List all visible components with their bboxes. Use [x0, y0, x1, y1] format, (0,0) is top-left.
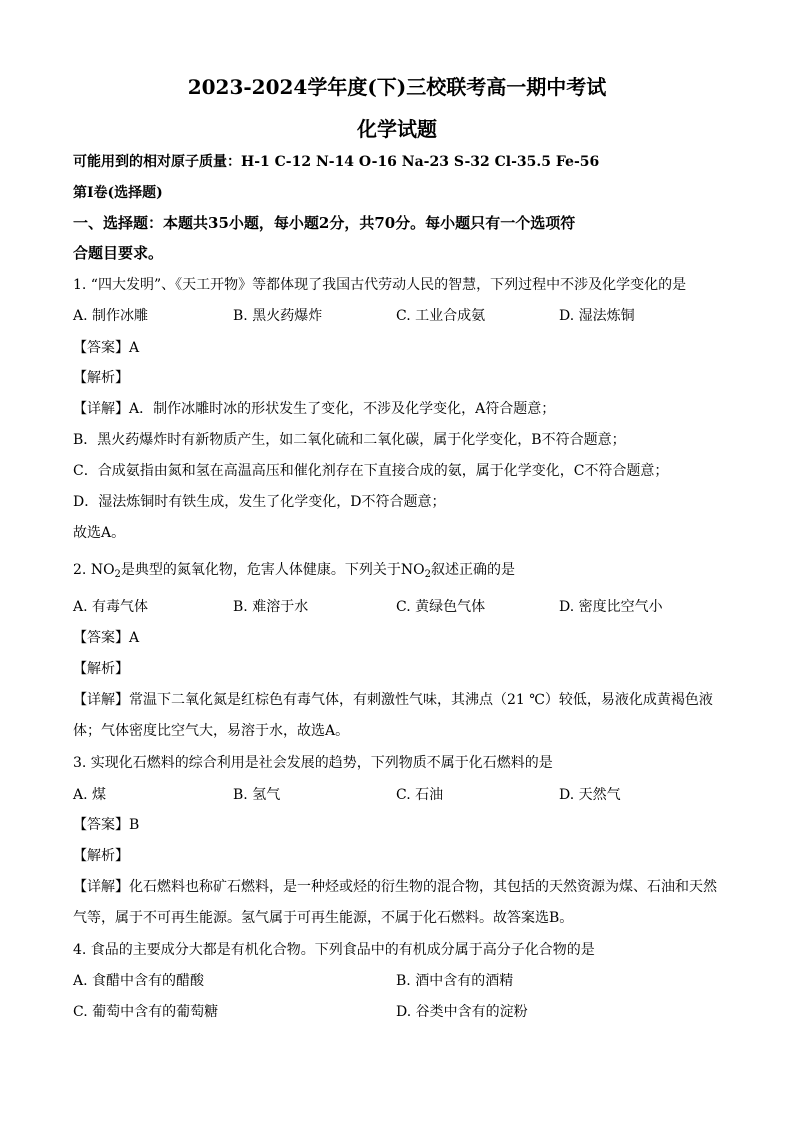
- q3-option-c: C. 石油: [396, 787, 444, 803]
- no2-formula: [91, 562, 121, 578]
- section-instructions: 一、选择题：本题共35小题，每小题2分，共70分。每小题只有一个选项符: [73, 214, 576, 232]
- q3-option-a: A. 煤: [73, 787, 107, 803]
- q1-analysis-label: 【解析】: [73, 370, 129, 386]
- q2-answer: 【答案】A: [73, 630, 140, 646]
- formula-subscript: 2: [424, 569, 432, 580]
- page-title: 2023-2024学年度(下)三校联考高一期中考试: [187, 75, 607, 99]
- q2-stem-end: 叙述正确的是: [431, 562, 516, 578]
- q1-detail-line: C．合成氨指由氮和氢在高温高压和催化剂存在下直接合成的氨，属于化学变化，C不符合题意；: [73, 463, 669, 479]
- atomic-mass-line: 可能用到的相对原子质量：H-1 C-12 N-14 O-16 Na-23 S-32 Cl-35.5 Fe-56: [73, 154, 600, 170]
- question-4-stem: 4. 食品的主要成分大都是有机化合物。下列食品中的有机成分属于高分子化合物的是: [73, 942, 595, 958]
- question-3-stem: 3. 实现化石燃料的综合利用是社会发展的趋势，下列物质不属于化石燃料的是: [73, 755, 553, 771]
- q1-option-d: D. 湿法炼铜: [559, 308, 635, 324]
- q1-detail-line: 【详解】A．制作冰雕时冰的形状发生了变化，不涉及化学变化，A符合题意；: [73, 401, 556, 417]
- q2-detail-line: 【详解】常温下二氧化氮是红棕色有毒气体，有刺激性气味，其沸点（21 ℃）较低，易液化成黄褐色液: [73, 692, 713, 708]
- q1-option-b: B. 黑火药爆炸: [233, 308, 323, 324]
- q2-detail-line: 体；气体密度比空气大，易溶于水，故选A。: [73, 723, 350, 739]
- q2-option-b: B. 难溶于水: [233, 599, 309, 615]
- formula-subscript: 2: [114, 569, 121, 580]
- q3-answer: 【答案】B: [73, 817, 140, 833]
- q1-detail-line: B．黑火药爆炸时有新物质产生，如二氧化硫和二氧化碳，属于化学变化，B不符合题意；: [73, 432, 626, 448]
- q3-detail-line: 【详解】化石燃料也称矿石燃料，是一种烃或烃的衍生物的混合物，其包括的天然资源为煤、石油和天然: [73, 879, 717, 895]
- q3-detail-line: 气等，属于不可再生能源。氢气属于可再生能源，不属于化石燃料。故答案选B。: [73, 910, 574, 926]
- question-1-stem: 1. “四大发明”、《天工开物》等都体现了我国古代劳动人民的智慧，下列过程中不涉及化学变化的是: [73, 277, 687, 293]
- q2-option-a: A. 有毒气体: [73, 599, 149, 615]
- no2-formula: [401, 562, 431, 578]
- q3-option-d: D. 天然气: [559, 787, 621, 803]
- q2-analysis-label: 【解析】: [73, 661, 129, 677]
- q1-option-a: A. 制作冰雕: [73, 308, 149, 324]
- q4-option-a: A. 食醋中含有的醋酸: [73, 973, 205, 989]
- q2-number: 2.: [73, 562, 91, 578]
- q4-option-b: B. 酒中含有的酒精: [396, 973, 514, 989]
- formula-text: NO: [400, 562, 425, 578]
- page-subtitle: 化学试题: [357, 117, 437, 141]
- q1-detail-line: D．湿法炼铜时有铁生成，发生了化学变化，D不符合题意；: [73, 494, 446, 510]
- q1-option-c: C. 工业合成氨: [396, 308, 486, 324]
- q3-option-b: B. 氢气: [233, 787, 281, 803]
- q2-option-c: C. 黄绿色气体: [396, 599, 486, 615]
- q4-option-c: C. 葡萄中含有的葡萄糖: [73, 1004, 219, 1020]
- q1-detail-line: 故选A。: [73, 525, 126, 541]
- question-2-stem: [73, 560, 515, 580]
- q3-analysis-label: 【解析】: [73, 848, 129, 864]
- section-instructions-cont: 合题目要求。: [73, 244, 164, 262]
- q4-option-d: D. 谷类中含有的淀粉: [396, 1004, 528, 1020]
- q2-stem-middle: 是典型的氮氧化物，危害人体健康。下列关于: [120, 562, 401, 578]
- formula-text: NO: [90, 562, 115, 578]
- volume-heading: 第I卷(选择题): [73, 185, 163, 201]
- q1-answer: 【答案】A: [73, 340, 140, 356]
- q2-option-d: D. 密度比空气小: [559, 599, 663, 615]
